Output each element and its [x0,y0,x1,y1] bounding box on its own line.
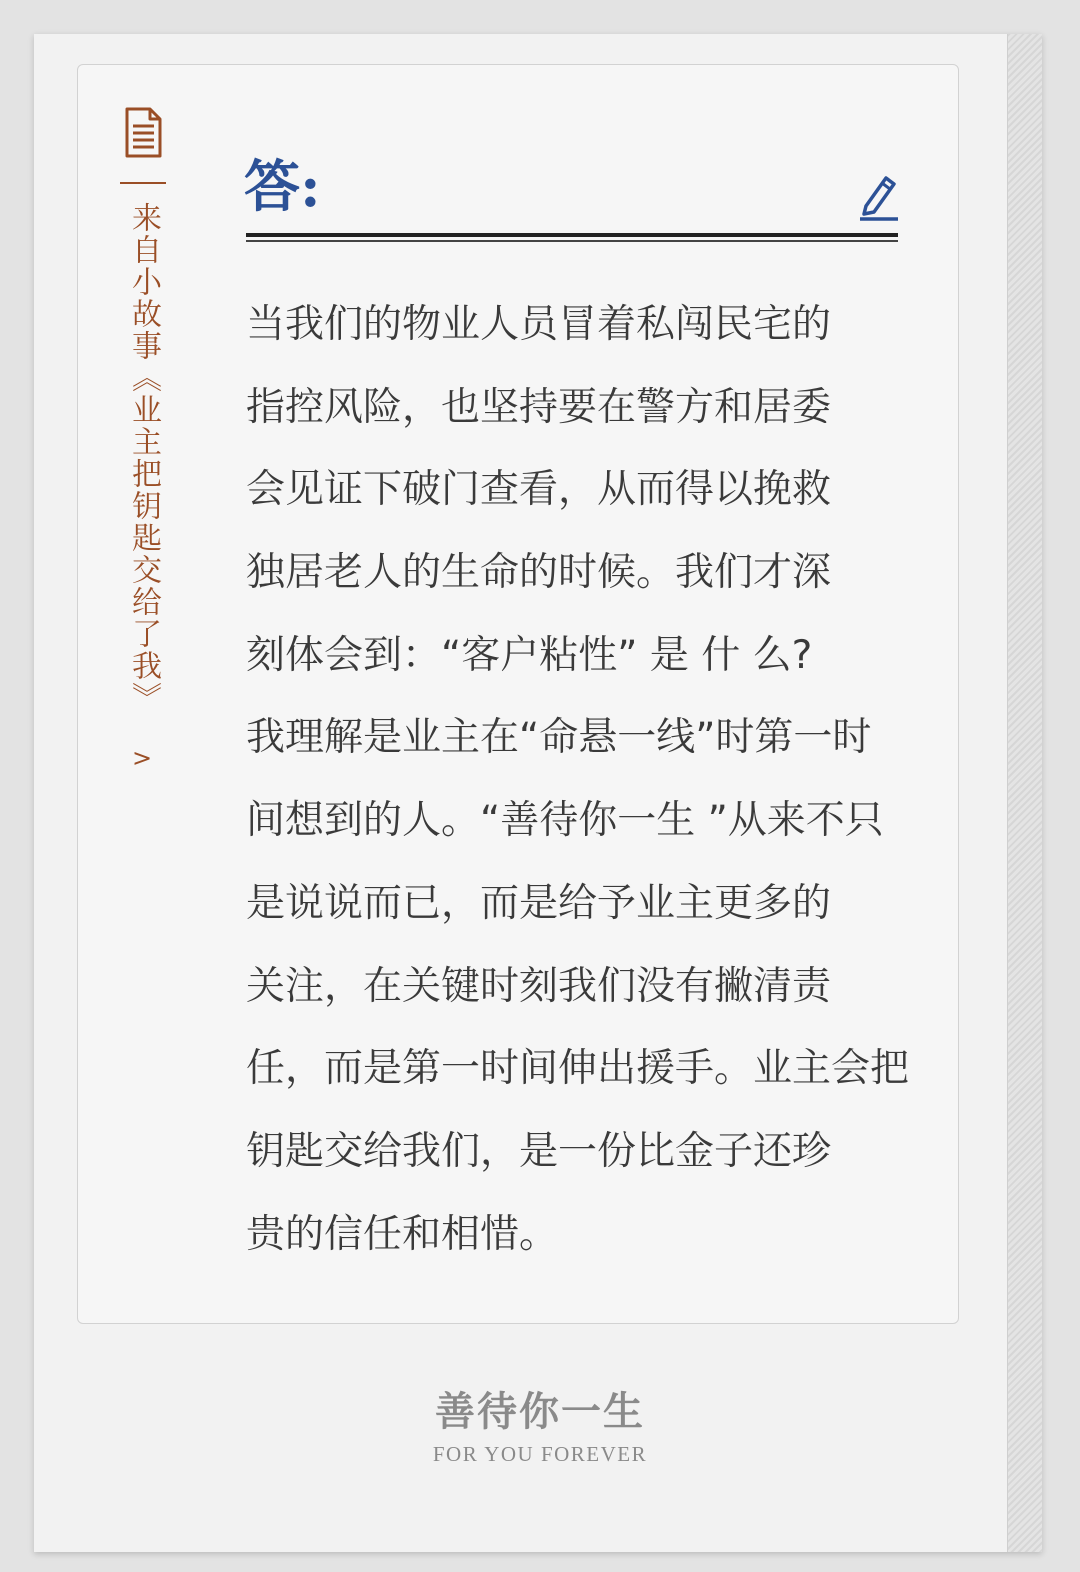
answer-line: 我理解是业主在“命悬一线”时第一时 [246,715,872,761]
document-icon [122,106,164,164]
source-story-link[interactable]: 来自小故事《业主把钥匙交给了我》 [126,202,161,714]
answer-line: 间想到的人。“善待你一生 ”从来不只 [246,798,884,844]
page-edge [1007,34,1042,1552]
answer-heading: 答: [244,154,321,220]
answer-line: 独居老人的生命的时候。我们才深 [246,550,832,596]
answer-line: 当我们的物业人员冒着私闯民宅的 [246,302,832,347]
heading-rule [246,233,898,237]
pencil-icon [856,172,900,226]
answer-line: 钥匙交给我们，是一份比金子还珍 [246,1128,832,1174]
answer-line: 会见证下破门查看，从而得以挽救 [246,467,832,513]
chevron-right-icon[interactable]: > [132,744,153,772]
brand-slogan: 善待你一生 [435,1388,645,1435]
answer-line: 关注，在关键时刻我们没有撇清责 [246,963,832,1009]
heading-rule-thin [246,240,898,242]
answer-line: 是说说而已，而是给予业主更多的 [246,880,832,926]
sidebar-divider [120,182,166,184]
answer-body [246,292,910,1284]
answer-line: 贵的信任和相惜。 [246,1211,559,1257]
answer-line: 任，而是第一时间伸出援手。业主会把 [246,1046,910,1092]
answer-line: 刻体会到：“客户粘性” 是 什 么? [246,632,813,678]
answer-line: 指控风险，也坚持要在警方和居委 [246,384,832,430]
brand-slogan-english: FOR YOU FOREVER [432,1442,648,1466]
